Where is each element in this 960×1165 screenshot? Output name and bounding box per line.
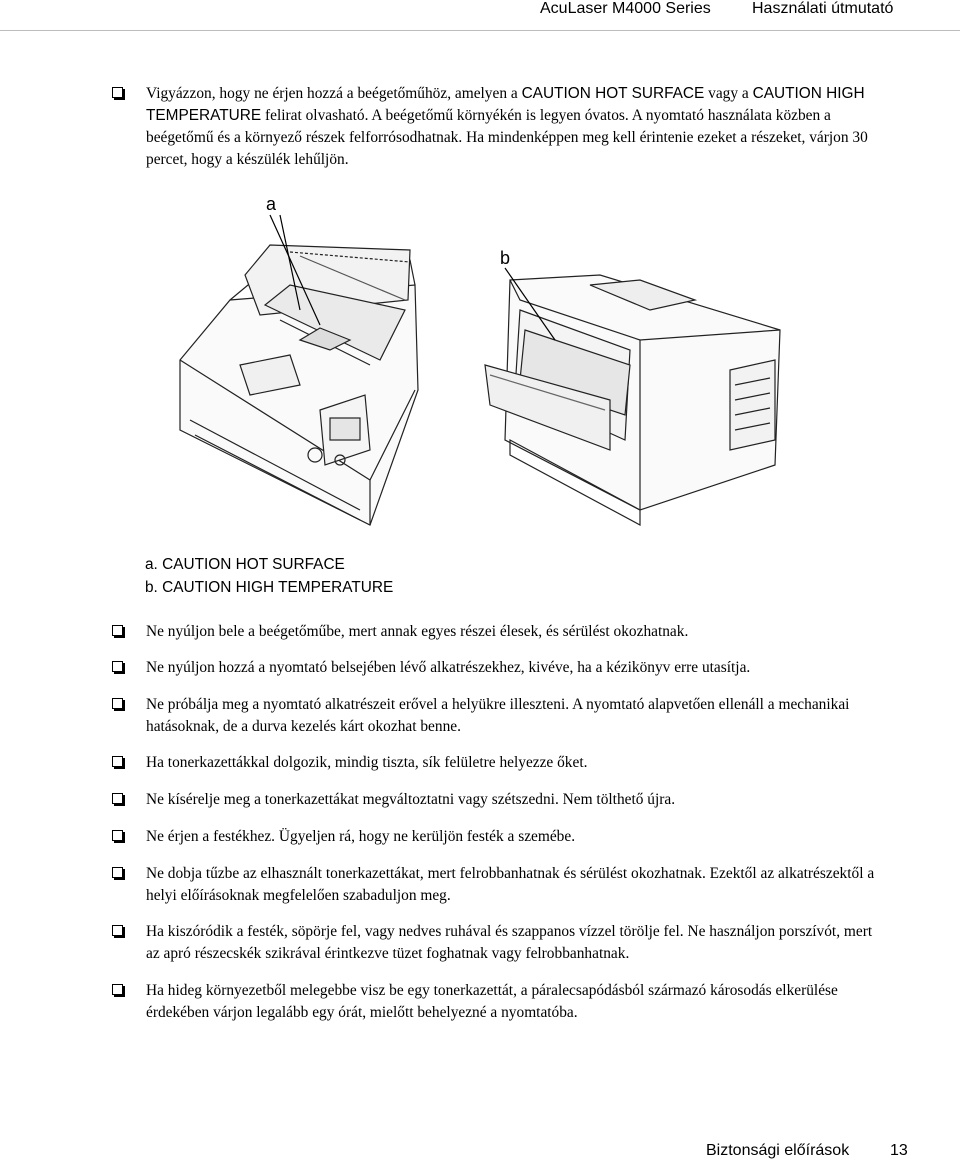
- caption-b: b. CAUTION HIGH TEMPERATURE: [145, 579, 394, 596]
- caution-high-temperature-label: CAUTION HIGH TEMPERATURE: [146, 85, 865, 124]
- checkbox-bullet-icon: [112, 793, 123, 804]
- header-guide-title: Használati útmutató: [752, 0, 894, 17]
- figure-label-b: b: [500, 248, 511, 268]
- checkbox-bullet-icon: [112, 625, 123, 636]
- page-header: [0, 0, 960, 22]
- caption-a: a. CAUTION HOT SURFACE: [145, 556, 345, 573]
- checkbox-bullet-icon: [112, 830, 123, 841]
- checkbox-bullet-icon: [112, 984, 123, 995]
- checkbox-bullet-icon: [112, 87, 123, 98]
- header-divider: [0, 30, 960, 31]
- figure-label-a: a: [266, 194, 277, 214]
- checkbox-bullet-icon: [112, 925, 123, 936]
- intro-warning-text: Vigyázzon, hogy ne érjen hozzá a beégetőműhöz, amelyen a CAUTION HOT SURFACE vagy a CAUTION HIGH TEMPERATURE felirat olvasható. A beégetőmű környékén is legyen óvatos. A nyomtató használata közben a beégetőmű és a környező részek felforrósodhatnak. Ha mindenképpen meg kell érintenie ezeket a részeket, várjon 30 percet, hogy a készülék lehűljön.: [146, 85, 868, 168]
- header-product-title: AcuLaser M4000 Series: [540, 0, 711, 17]
- checkbox-bullet-icon: [112, 661, 123, 672]
- page-number: 13: [890, 1142, 908, 1159]
- caution-hot-surface-label: CAUTION HOT SURFACE: [521, 85, 705, 102]
- printer-fuser-illustration: [170, 190, 790, 535]
- checkbox-bullet-icon: [112, 756, 123, 767]
- checkbox-bullet-icon: [112, 867, 123, 878]
- printer-illustration-svg: [170, 190, 790, 535]
- checkbox-bullet-icon: [112, 698, 123, 709]
- footer-section-title: Biztonsági előírások: [706, 1142, 850, 1159]
